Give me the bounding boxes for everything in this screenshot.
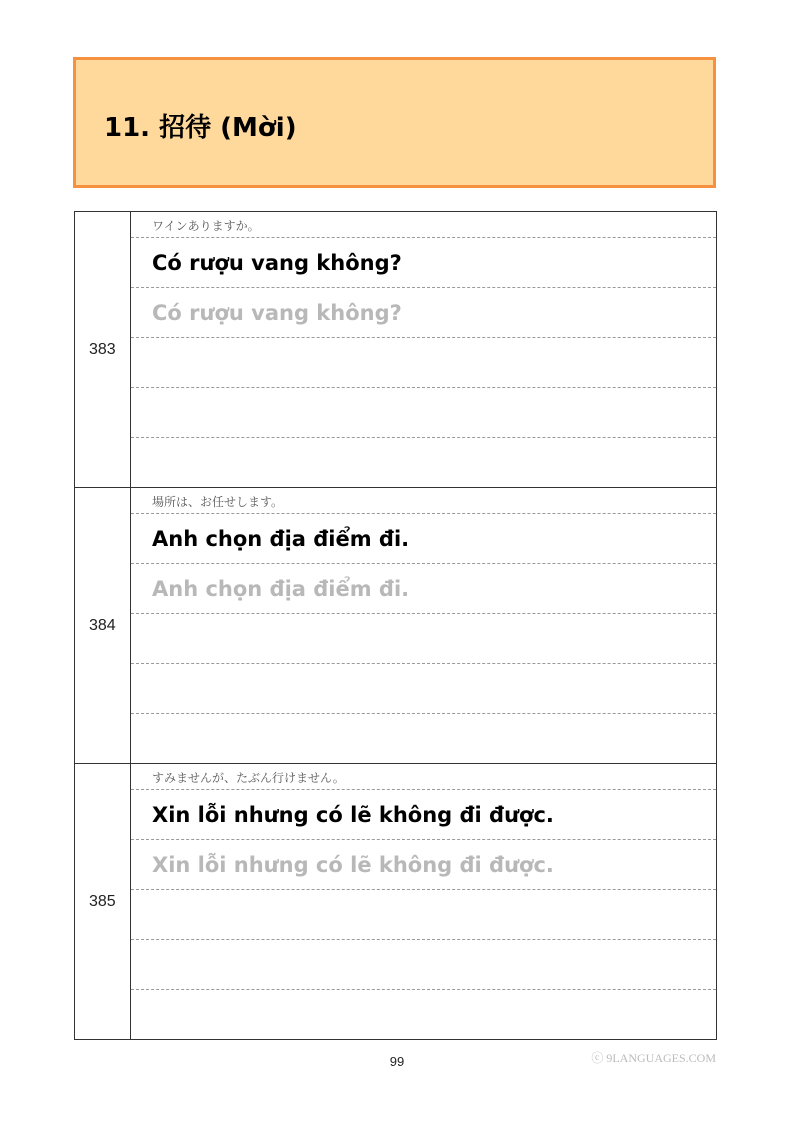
blank-writing-line[interactable] (131, 990, 716, 1040)
writing-lines (131, 212, 716, 487)
trace-line (131, 564, 716, 614)
trace-sentence: Xin lỗi nhưng có lẽ không đi được. (152, 852, 554, 877)
practice-entry (74, 488, 717, 764)
sentence-line (131, 238, 716, 288)
trace-line (131, 840, 716, 890)
blank-writing-line[interactable] (131, 388, 716, 438)
japanese-hint: すみませんが、たぶん行けません。 (131, 764, 716, 790)
sentence-line (131, 790, 716, 840)
vietnamese-sentence: Anh chọn địa điểm đi. (152, 526, 410, 551)
vietnamese-sentence: Xin lỗi nhưng có lẽ không đi được. (152, 802, 554, 827)
practice-sheet (74, 211, 717, 1040)
writing-lines (131, 764, 716, 1039)
blank-writing-line[interactable] (131, 664, 716, 714)
entry-number: 383 (75, 212, 131, 487)
entry-number: 384 (75, 488, 131, 763)
trace-sentence: Có rượu vang không? (152, 300, 402, 325)
blank-writing-line[interactable] (131, 714, 716, 764)
blank-writing-line[interactable] (131, 940, 716, 990)
copyright-notice: ⓒ 9LANGUAGES.COM (591, 1051, 716, 1065)
section-title: 11. 招待 (Mời) (104, 113, 297, 143)
entry-number: 385 (75, 764, 131, 1039)
japanese-hint: 場所は、お任せします。 (131, 488, 716, 514)
trace-sentence: Anh chọn địa điểm đi. (152, 576, 410, 601)
practice-entry (74, 212, 717, 488)
vietnamese-sentence: Có rượu vang không? (152, 250, 402, 275)
page-number: 99 (389, 1054, 405, 1069)
blank-writing-line[interactable] (131, 614, 716, 664)
blank-writing-line[interactable] (131, 338, 716, 388)
sentence-line (131, 514, 716, 564)
blank-writing-line[interactable] (131, 890, 716, 940)
blank-writing-line[interactable] (131, 438, 716, 488)
writing-lines (131, 488, 716, 763)
japanese-hint: ワインありますか。 (131, 212, 716, 238)
section-title-box (73, 57, 716, 188)
trace-line (131, 288, 716, 338)
practice-entry (74, 764, 717, 1040)
